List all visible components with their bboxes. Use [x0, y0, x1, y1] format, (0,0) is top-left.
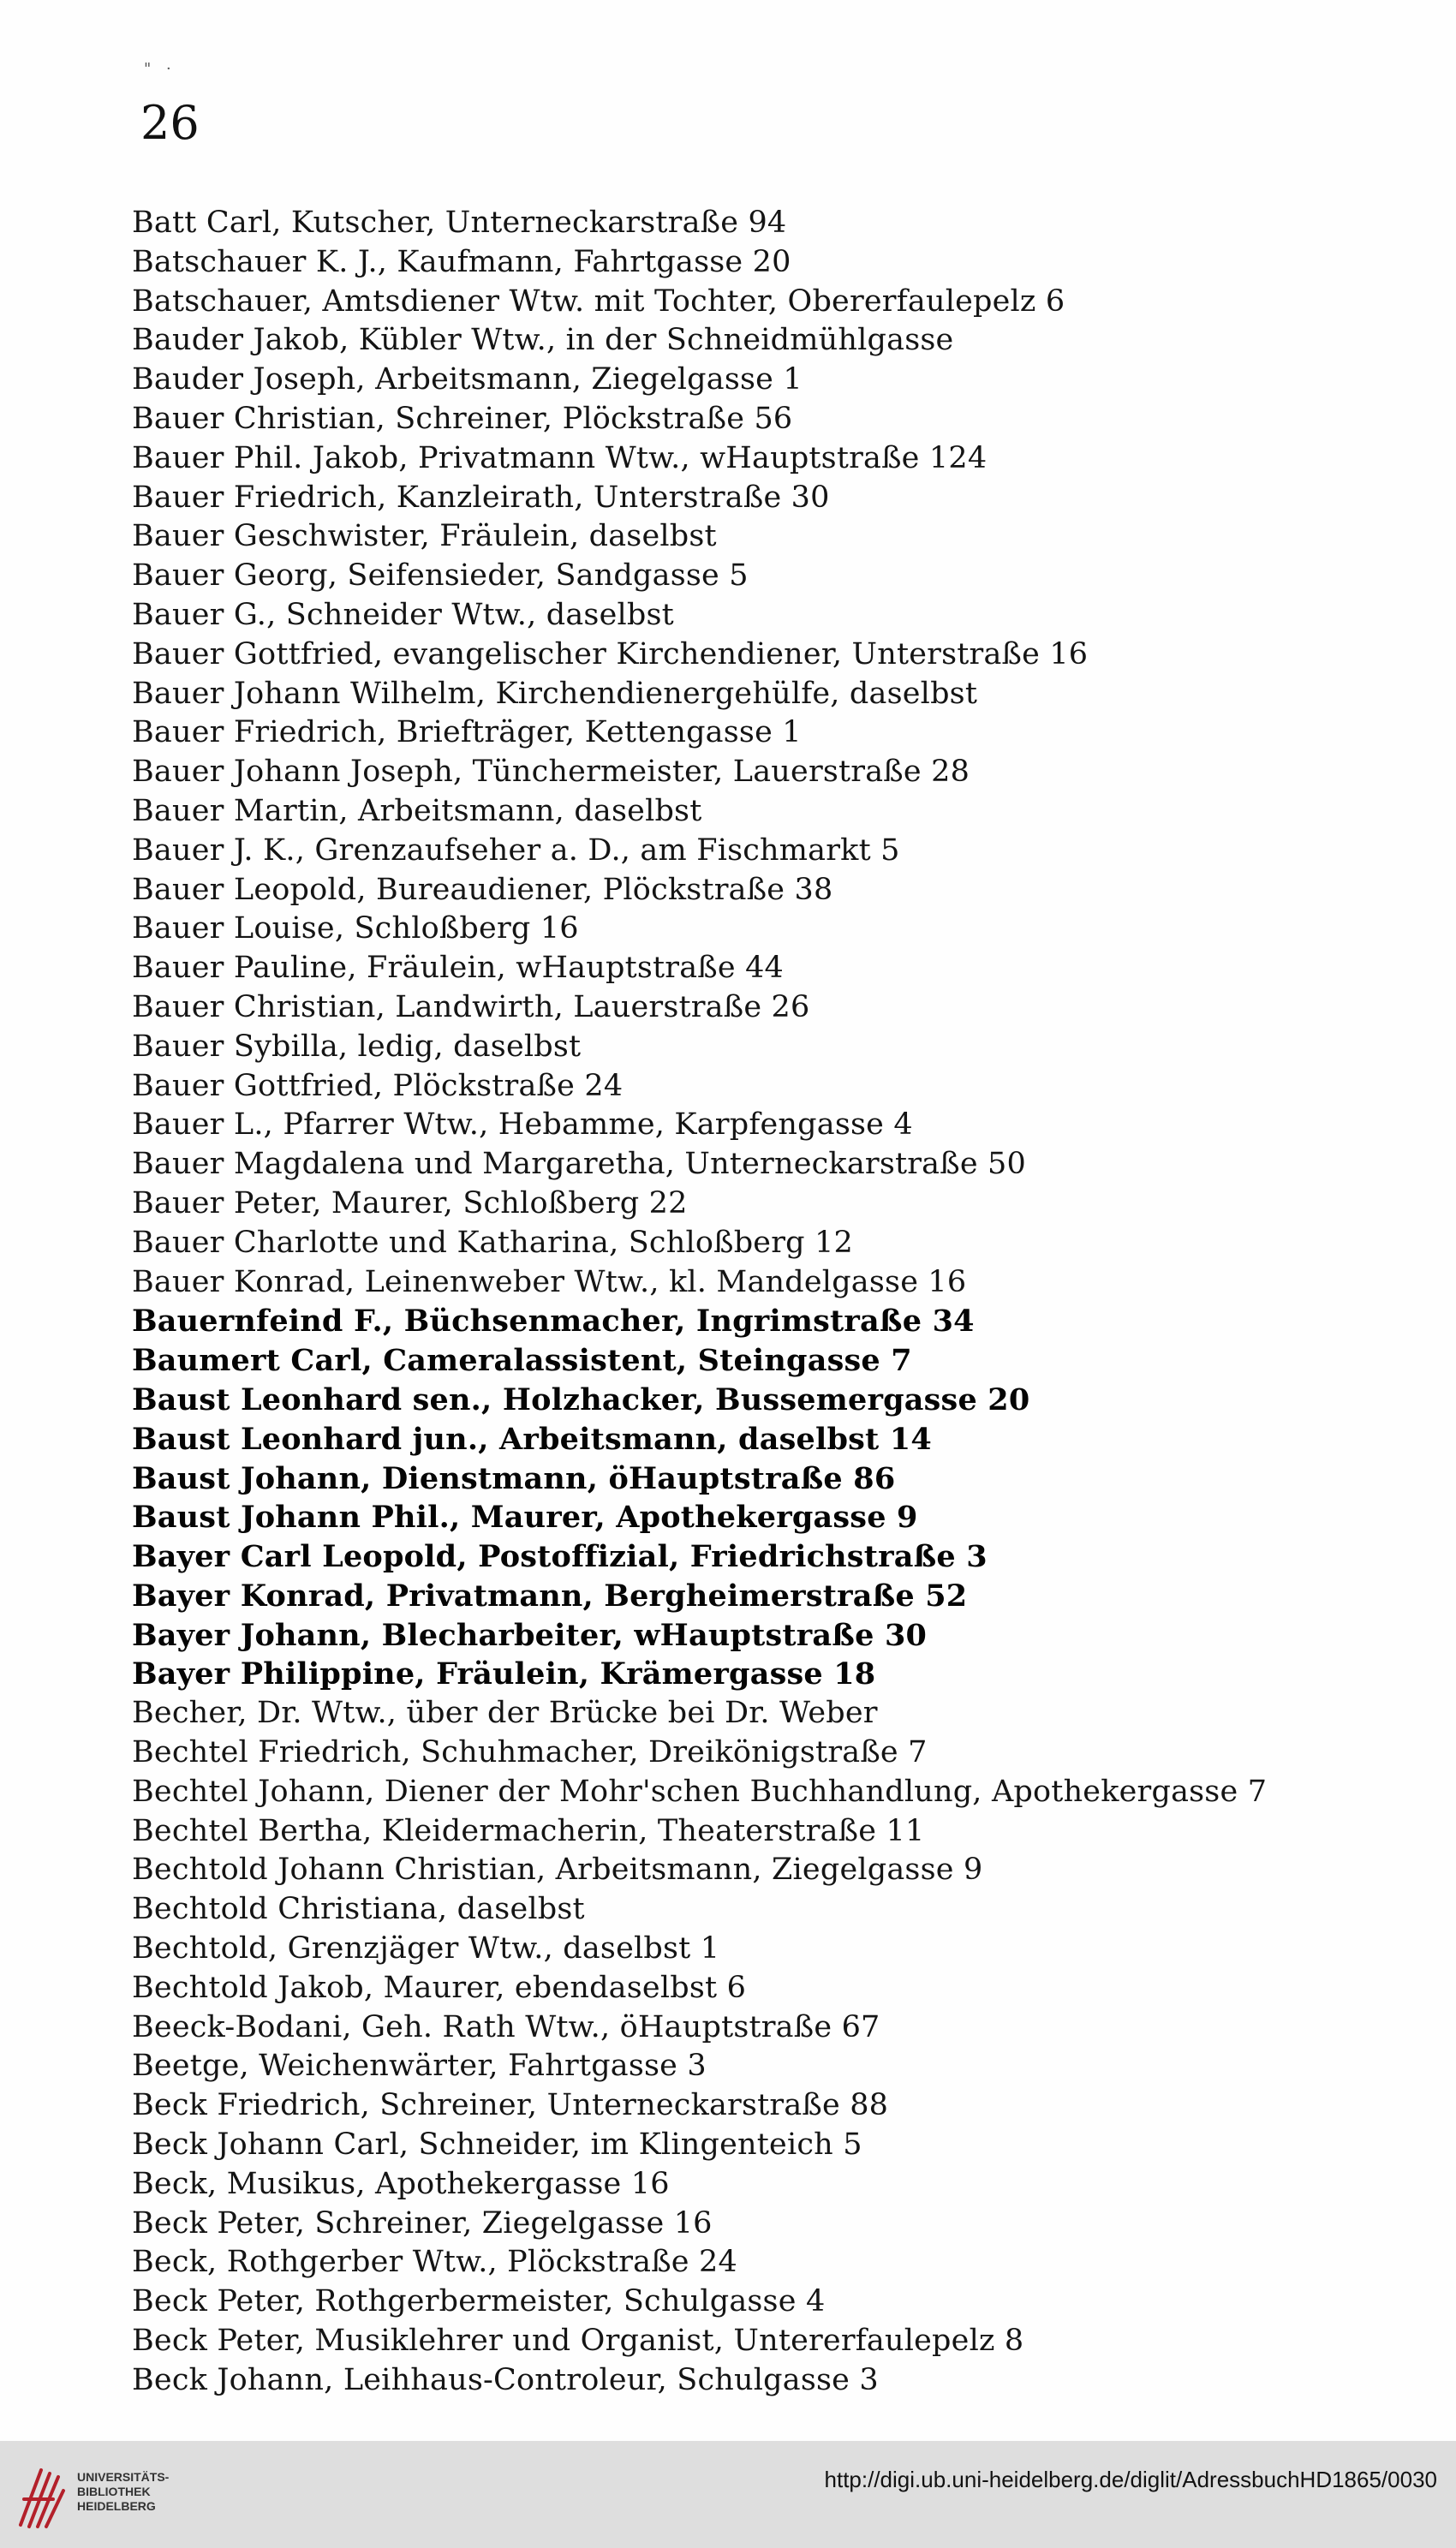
address-entry: Bauer Peter, Maurer, Schloßberg 22	[132, 1185, 688, 1220]
address-entry: Batschauer K. J., Kaufmann, Fahrtgasse 20	[132, 244, 791, 279]
address-entry: Bauer Magdalena und Margaretha, Unterneckarstraße 50	[132, 1147, 1026, 1182]
library-logo-text	[77, 2470, 169, 2514]
address-entry: Beck Friedrich, Schreiner, Unterneckarstraße 88	[132, 2088, 889, 2123]
address-entry: Beck Peter, Musiklehrer und Organist, Untererfaulepelz 8	[132, 2324, 1024, 2359]
address-entry: Bayer Philippine, Fräulein, Krämergasse 18	[132, 1656, 876, 1692]
source-url-link[interactable]: http://digi.ub.uni-heidelberg.de/diglit/AdressbuchHD1865/0030	[824, 2467, 1437, 2492]
address-entry-list	[132, 204, 1434, 2401]
address-entry: Beck Peter, Rothgerbermeister, Schulgasse 4	[132, 2284, 826, 2319]
address-entry: Baumert Carl, Cameralassistent, Steingasse 7	[132, 1343, 912, 1379]
address-entry: Bauer Sybilla, ledig, daselbst	[132, 1029, 582, 1064]
address-entry: Bechtold Jakob, Maurer, ebendaselbst 6	[132, 1970, 747, 2005]
address-entry: Bauer Johann Wilhelm, Kirchendienergehülfe, daselbst	[132, 676, 978, 711]
address-entry: Baust Johann, Dienstmann, öHauptstraße 86	[132, 1460, 896, 1496]
address-entry: Bauer Louise, Schloßberg 16	[132, 911, 579, 946]
address-entry: Beck Peter, Schreiner, Ziegelgasse 16	[132, 2205, 713, 2241]
address-entry: Becher, Dr. Wtw., über der Brücke bei Dr. Weber	[132, 1696, 878, 1731]
address-entry: Bauder Joseph, Arbeitsmann, Ziegelgasse 1	[132, 362, 803, 397]
address-entry: Bauer Johann Joseph, Tünchermeister, Lauerstraße 28	[132, 755, 970, 790]
address-entry: Beck, Rothgerber Wtw., Plöckstraße 24	[132, 2245, 737, 2280]
address-entry: Baust Leonhard sen., Holzhacker, Bussemergasse 20	[132, 1381, 1030, 1417]
address-entry: Bauer Friedrich, Briefträger, Kettengasse 1	[132, 715, 802, 750]
address-entry: Bayer Konrad, Privatmann, Bergheimerstraße 52	[132, 1578, 968, 1614]
address-entry: Bauder Jakob, Kübler Wtw., in der Schneidmühlgasse	[132, 323, 954, 358]
corner-mark: " ·	[144, 60, 176, 78]
address-entry: Bauer L., Pfarrer Wtw., Hebamme, Karpfengasse 4	[132, 1107, 913, 1143]
address-entry: Bechtold, Grenzjäger Wtw., daselbst 1	[132, 1931, 720, 1966]
address-entry: Bauernfeind F., Büchsenmacher, Ingrimstraße 34	[132, 1304, 975, 1340]
address-entry: Batt Carl, Kutscher, Unterneckarstraße 94	[132, 206, 787, 240]
address-entry: Bauer Gottfried, Plöckstraße 24	[132, 1068, 624, 1103]
address-entry: Bauer Georg, Seifensieder, Sandgasse 5	[132, 558, 749, 594]
footer-bar	[0, 2441, 1456, 2548]
address-entry: Bauer J. K., Grenzaufseher a. D., am Fischmarkt 5	[132, 832, 900, 868]
address-entry: Bauer Leopold, Bureaudiener, Plöckstraße 38	[132, 872, 833, 907]
logo-line-3: HEIDELBERG	[77, 2499, 156, 2513]
logo-line-2: BIBLIOTHEK	[77, 2485, 151, 2498]
address-entry: Baust Leonhard jun., Arbeitsmann, daselbst 14	[132, 1421, 932, 1457]
address-entry: Beck, Musikus, Apothekergasse 16	[132, 2166, 670, 2201]
address-entry: Bayer Carl Leopold, Postoffizial, Friedrichstraße 3	[132, 1539, 988, 1575]
address-entry: Bauer G., Schneider Wtw., daselbst	[132, 597, 674, 632]
address-entry: Beetge, Weichenwärter, Fahrtgasse 3	[132, 2049, 707, 2084]
address-entry: Bechtel Bertha, Kleidermacherin, Theaterstraße 11	[132, 1813, 925, 1848]
address-entry: Bauer Pauline, Fräulein, wHauptstraße 44	[132, 951, 785, 986]
address-entry: Bauer Christian, Schreiner, Plöckstraße 56	[132, 401, 793, 436]
address-entry: Bauer Phil. Jakob, Privatmann Wtw., wHauptstraße 124	[132, 440, 988, 475]
address-entry: Bauer Martin, Arbeitsmann, daselbst	[132, 793, 702, 828]
address-entry: Bechtel Johann, Diener der Mohr'schen Buchhandlung, Apothekergasse 7	[132, 1774, 1268, 1809]
page-number: 26	[140, 96, 200, 150]
library-logo-icon	[15, 2465, 69, 2530]
address-entry: Bauer Christian, Landwirth, Lauerstraße 26	[132, 989, 810, 1024]
address-entry: Beck Johann, Leihhaus-Controleur, Schulgasse 3	[132, 2362, 879, 2397]
address-entry: Bauer Geschwister, Fräulein, daselbst	[132, 519, 717, 554]
logo-line-1: UNIVERSITÄTS-	[77, 2470, 170, 2484]
address-entry: Bauer Friedrich, Kanzleirath, Unterstraße 30	[132, 480, 830, 515]
address-entry: Batschauer, Amtsdiener Wtw. mit Tochter, Obererfaulepelz 6	[132, 283, 1065, 319]
address-entry: Bauer Konrad, Leinenweber Wtw., kl. Mandelgasse 16	[132, 1264, 967, 1299]
address-entry: Bauer Charlotte und Katharina, Schloßberg 12	[132, 1225, 854, 1260]
address-entry: Baust Johann Phil., Maurer, Apothekergasse 9	[132, 1500, 918, 1536]
address-entry: Bechtel Friedrich, Schuhmacher, Dreikönigstraße 7	[132, 1735, 928, 1770]
address-entry: Beck Johann Carl, Schneider, im Klingenteich 5	[132, 2127, 862, 2163]
address-entry: Bechtold Johann Christian, Arbeitsmann, Ziegelgasse 9	[132, 1853, 983, 1888]
address-entry: Bayer Johann, Blecharbeiter, wHauptstraße 30	[132, 1617, 928, 1653]
address-entry: Bechtold Christiana, daselbst	[132, 1892, 585, 1927]
library-logo[interactable]	[15, 2458, 204, 2535]
address-entry: Beeck-Bodani, Geh. Rath Wtw., öHauptstraße 67	[132, 2009, 880, 2044]
address-entry: Bauer Gottfried, evangelischer Kirchendiener, Unterstraße 16	[132, 636, 1089, 671]
